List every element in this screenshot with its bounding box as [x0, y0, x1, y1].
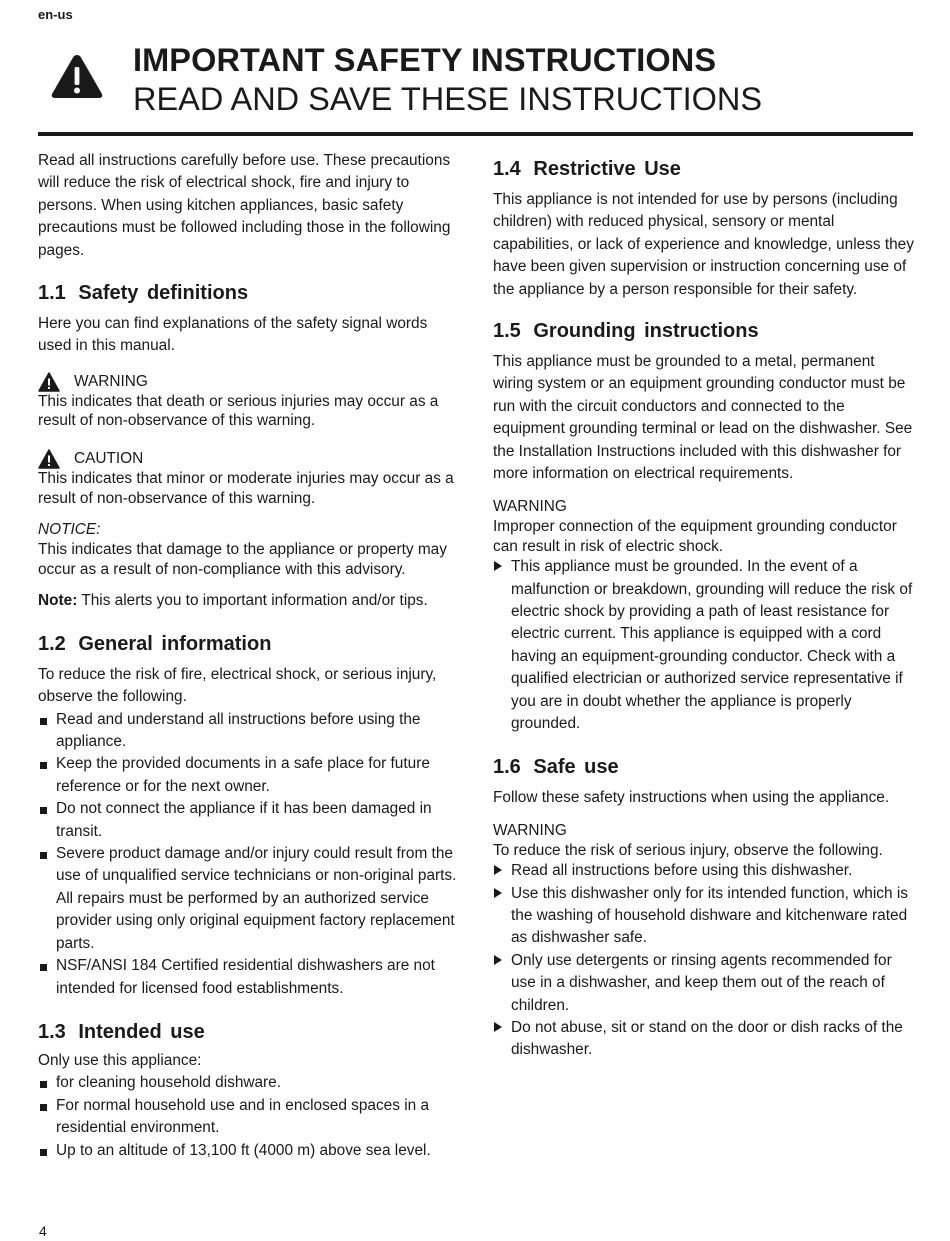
section-title: Grounding instructions	[533, 320, 759, 343]
left-column	[38, 150, 463, 1162]
section-number: 1.5	[493, 320, 521, 343]
triangle-bullet-icon	[494, 865, 502, 875]
caution-label: CAUTION	[74, 450, 144, 468]
list-item	[493, 1017, 917, 1062]
intended-use-list	[38, 1072, 463, 1162]
section-title: Intended use	[78, 1020, 205, 1043]
triangle-bullet-icon	[494, 561, 502, 571]
square-bullet-icon	[40, 762, 47, 769]
square-bullet-icon	[40, 852, 47, 859]
warning-label: WARNING	[74, 372, 148, 390]
list-item-text: Read all instructions before using this dishwasher.	[511, 862, 853, 880]
section-1-5-text: This appliance must be grounded to a metal, permanent wiring system or an equipment grounding conductor must be run with the circuit conductors and connected to the equipment grounding terminal or lead on the dishwasher. See the Installation Instructions included with this dishwasher for more information on electrical requirements.	[493, 353, 913, 483]
language-code: en-us	[38, 7, 73, 22]
section-number: 1.3	[38, 1020, 66, 1043]
list-item	[38, 1072, 463, 1094]
list-item	[38, 1095, 463, 1140]
note-definition	[38, 590, 463, 612]
section-1-1-intro: Here you can find explanations of the safety signal words used in this manual.	[38, 315, 428, 355]
list-item-text: For normal household use and in enclosed spaces in a residential environment.	[56, 1096, 430, 1137]
section-1-2-intro: To reduce the risk of fire, electrical shock, or serious injury, observe the following.	[38, 665, 437, 706]
grounding-warning-label: WARNING	[493, 498, 567, 516]
square-bullet-icon	[40, 718, 47, 725]
triangle-bullet-icon	[494, 888, 502, 898]
list-item-text: Only use detergents or rinsing agents recommended for use in a dishwasher, and keep them out of the reach of children.	[511, 951, 892, 1014]
section-title: Safety definitions	[78, 282, 249, 305]
triangle-bullet-icon	[494, 955, 502, 965]
list-item-text: for cleaning household dishware.	[56, 1074, 282, 1092]
page-number: 4	[39, 1223, 47, 1239]
section-1-6-heading	[493, 754, 917, 780]
list-item-text: This appliance must be grounded. In the event of a malfunction or breakdown, grounding will reduce the risk of electric shock by providing a path of least resistance for electric current. This appliance is equipped with a cord having an equipment-grounding conductor. Check with a qualified electrician or authorized service representative if you are in doubt whether the appliance is properly grounded.	[511, 558, 913, 733]
list-item	[38, 753, 463, 798]
list-item-text: Read and understand all instructions before using the appliance.	[56, 710, 421, 751]
square-bullet-icon	[40, 1149, 47, 1156]
section-1-4-heading	[493, 156, 917, 182]
caution-definition: This indicates that minor or moderate injuries may occur as a result of non-observance of this warning.	[38, 470, 454, 507]
square-bullet-icon	[40, 964, 47, 971]
list-item	[38, 798, 463, 843]
list-item-text: Do not abuse, sit or stand on the door or dish racks of the dishwasher.	[511, 1018, 903, 1059]
note-label: Note:	[38, 592, 78, 610]
section-1-3-intro: Only use this appliance:	[38, 1051, 202, 1069]
list-item-text: Keep the provided documents in a safe place for future reference or for the next owner.	[56, 755, 430, 795]
section-number: 1.2	[38, 632, 66, 655]
list-item	[493, 950, 917, 1017]
section-title: General information	[78, 632, 272, 655]
caution-signal-heading	[38, 449, 463, 469]
list-item	[38, 955, 463, 1000]
list-item	[38, 709, 463, 754]
intro-paragraph: Read all instructions carefully before use. These precautions will reduce the risk of electrical shock, fire and injury to persons. When using kitchen appliances, basic safety precautions must be followed including those in the following pages.	[38, 152, 451, 259]
note-text: This alerts you to important information and/or tips.	[77, 592, 428, 610]
list-item	[493, 883, 917, 950]
warning-definition: This indicates that death or serious injuries may occur as a result of non-observance of this warning.	[38, 392, 439, 430]
section-1-3-heading	[38, 1019, 463, 1045]
grounding-warning-text: Improper connection of the equipment grounding conductor can result in risk of electric shock.	[493, 518, 897, 555]
square-bullet-icon	[40, 1104, 47, 1111]
section-1-5-heading	[493, 318, 917, 344]
square-bullet-icon	[40, 807, 47, 814]
list-item	[38, 843, 463, 955]
warning-triangle-icon	[50, 52, 104, 100]
triangle-bullet-icon	[494, 1022, 502, 1032]
right-column	[493, 156, 917, 1062]
section-number: 1.6	[493, 755, 521, 778]
list-item-text: Use this dishwasher only for its intended function, which is the washing of household dishware and kitchenware rated as dishwasher safe.	[511, 884, 908, 947]
section-1-6-intro: Follow these safety instructions when using the appliance.	[493, 788, 890, 806]
list-item	[493, 860, 917, 882]
section-number: 1.4	[493, 158, 521, 180]
section-title: Safe use	[533, 755, 619, 778]
list-item-text: Up to an altitude of 13,100 ft (4000 m) above sea level.	[56, 1141, 431, 1159]
section-number: 1.1	[38, 282, 66, 305]
general-info-list	[38, 709, 463, 1000]
warning-triangle-icon	[38, 449, 60, 469]
page-subtitle: READ AND SAVE THESE INSTRUCTIONS	[133, 81, 763, 117]
safe-use-warning-label: WARNING	[493, 821, 567, 839]
page-title: IMPORTANT SAFETY INSTRUCTIONS	[133, 42, 717, 78]
warning-signal-heading	[38, 372, 463, 392]
header-rule	[38, 132, 913, 136]
section-title: Restrictive Use	[533, 158, 681, 180]
safe-use-warning-text: To reduce the risk of serious injury, observe the following.	[493, 841, 883, 859]
square-bullet-icon	[40, 1081, 47, 1088]
list-item-text: Do not connect the appliance if it has been damaged in transit.	[56, 800, 432, 840]
section-1-1-heading	[38, 280, 463, 306]
section-1-4-text: This appliance is not intended for use by persons (including children) with reduced physical, sensory or mental capabilities, or lack of experience and knowledge, unless they have been given supervision or instruction concerning use of the appliance by a person responsible for their safety.	[493, 191, 914, 298]
grounding-list	[493, 556, 917, 735]
notice-definition: This indicates that damage to the appliance or property may occur as a result of non-compliance with this advisory.	[38, 541, 447, 578]
list-item	[38, 1140, 463, 1162]
list-item	[493, 556, 917, 735]
list-item-text: NSF/ANSI 184 Certified residential dishwashers are not intended for licensed food establishments.	[56, 957, 435, 997]
safe-use-list	[493, 860, 917, 1062]
section-1-2-heading	[38, 631, 463, 657]
notice-label: NOTICE:	[38, 521, 101, 539]
warning-triangle-icon	[38, 372, 60, 392]
list-item-text: Severe product damage and/or injury could result from the use of unqualified service technicians or non-original parts. All repairs must be performed by an authorized service provider using only original equipment factory replacement parts.	[56, 845, 457, 952]
